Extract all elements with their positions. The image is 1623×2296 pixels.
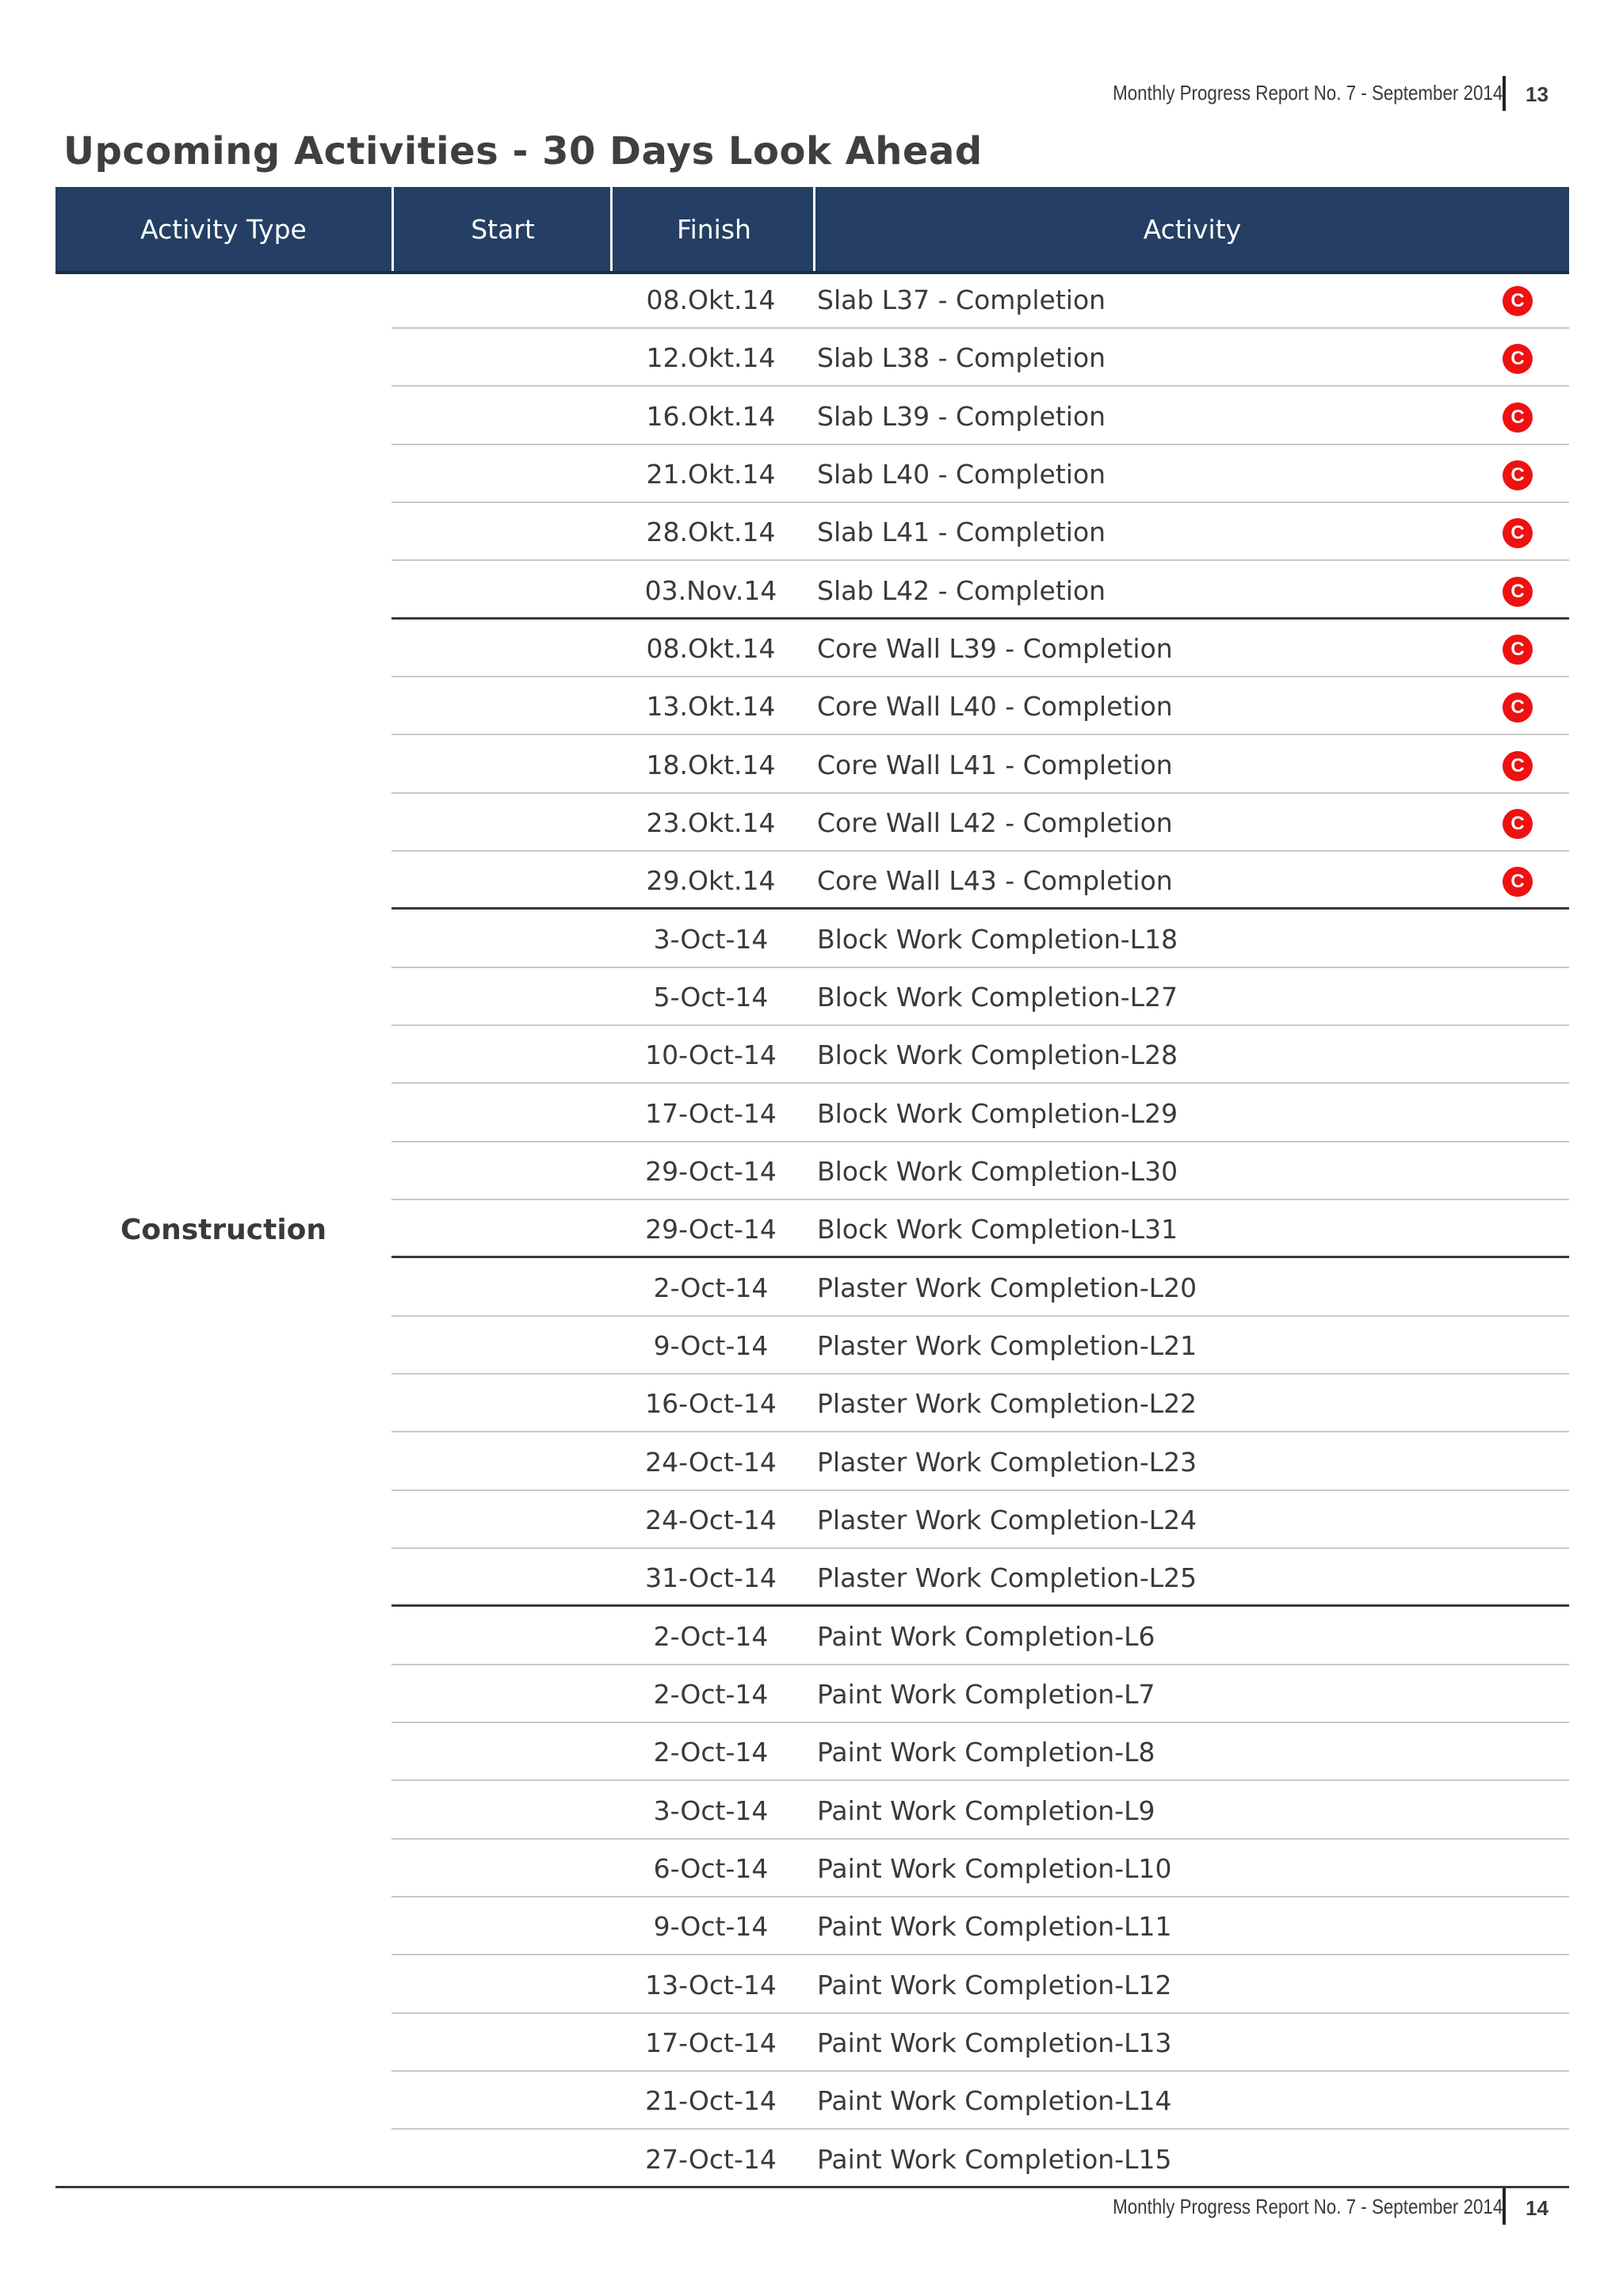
start-cell: [391, 677, 609, 735]
activity-name: Plaster Work Completion-L22: [817, 1388, 1197, 1420]
table-row: [391, 387, 1569, 445]
start-cell: [391, 968, 609, 1026]
start-cell: [391, 1259, 609, 1317]
activity-name: Slab L37 - Completion: [817, 284, 1106, 315]
table-row: [391, 1665, 1569, 1723]
critical-badge-icon: C: [1503, 635, 1533, 665]
finish-date: 2-Oct-14: [653, 1678, 769, 1710]
finish-date: 17-Oct-14: [645, 2027, 777, 2058]
start-cell: [391, 1549, 609, 1607]
activity-name: Plaster Work Completion-L23: [817, 1446, 1197, 1478]
finish-date: 10-Oct-14: [645, 1039, 777, 1071]
table-row: [391, 1259, 1569, 1317]
activity-name: Paint Work Completion-L7: [817, 1678, 1155, 1710]
critical-badge-icon: C: [1503, 286, 1533, 316]
activity-name: Paint Work Completion-L10: [817, 1852, 1172, 1884]
table-row: [391, 1608, 1569, 1665]
start-cell: [391, 1897, 609, 1955]
finish-date: 08.Okt.14: [646, 284, 776, 315]
table-row: [391, 910, 1569, 968]
activity-name: Plaster Work Completion-L20: [817, 1272, 1197, 1303]
start-cell: [391, 1026, 609, 1084]
start-cell: [391, 620, 609, 677]
table-row: [391, 1375, 1569, 1432]
start-cell: [391, 1840, 609, 1897]
table-row: [391, 1491, 1569, 1549]
finish-date: 29-Oct-14: [645, 1155, 777, 1187]
start-cell: [391, 1782, 609, 1840]
activity-name: Paint Work Completion-L13: [817, 2027, 1172, 2058]
start-cell: [391, 1665, 609, 1723]
activity-name: Plaster Work Completion-L21: [817, 1329, 1197, 1361]
table-row: [391, 1085, 1569, 1142]
critical-badge-icon: C: [1503, 751, 1533, 781]
table-row: [391, 1026, 1569, 1084]
finish-date: 29-Oct-14: [645, 1214, 777, 1245]
start-cell: [391, 445, 609, 503]
header-divider: [1503, 76, 1506, 111]
critical-badge-icon: C: [1503, 809, 1533, 839]
table-row: [391, 271, 1569, 329]
finish-date: 6-Oct-14: [653, 1852, 769, 1884]
activity-name: Slab L38 - Completion: [817, 342, 1106, 374]
table-row: [391, 445, 1569, 503]
table-row: [391, 2130, 1569, 2188]
finish-date: 21.Okt.14: [646, 458, 776, 490]
activity-name: Core Wall L40 - Completion: [817, 691, 1173, 723]
activity-name: Block Work Completion-L28: [817, 1039, 1178, 1071]
activity-name: Paint Work Completion-L8: [817, 1737, 1155, 1768]
table-row: [391, 1897, 1569, 1955]
table-row: [391, 736, 1569, 794]
finish-date: 13.Okt.14: [646, 691, 776, 723]
start-cell: [391, 271, 609, 329]
start-cell: [391, 1608, 609, 1665]
start-cell: [391, 1085, 609, 1142]
table-bottom-rule: [55, 2186, 1569, 2188]
table-row: [391, 1549, 1569, 1607]
critical-badge-icon: C: [1503, 692, 1533, 723]
start-cell: [391, 910, 609, 968]
table-row: [391, 1200, 1569, 1258]
finish-date: 3-Oct-14: [653, 1794, 769, 1826]
activity-name: Block Work Completion-L31: [817, 1214, 1178, 1245]
critical-badge-icon: C: [1503, 402, 1533, 433]
critical-badge-icon: C: [1503, 577, 1533, 607]
activity-name: Core Wall L42 - Completion: [817, 807, 1173, 838]
finish-date: 5-Oct-14: [653, 981, 769, 1013]
start-cell: [391, 562, 609, 620]
finish-date: 17-Oct-14: [645, 1097, 777, 1129]
activity-name: Paint Work Completion-L11: [817, 1911, 1172, 1943]
start-cell: [391, 794, 609, 852]
start-cell: [391, 852, 609, 910]
start-cell: [391, 2130, 609, 2188]
table-row: [391, 852, 1569, 910]
start-cell: [391, 2014, 609, 2072]
report-title: Monthly Progress Report No. 7 - September 2014: [1112, 81, 1503, 105]
finish-date: 24-Oct-14: [645, 1446, 777, 1478]
activity-name: Slab L39 - Completion: [817, 400, 1106, 432]
start-cell: [391, 1142, 609, 1200]
start-cell: [391, 1317, 609, 1375]
finish-date: 2-Oct-14: [653, 1620, 769, 1652]
critical-badge-icon: C: [1503, 344, 1533, 374]
table-row: [391, 329, 1569, 387]
activity-name: Block Work Completion-L30: [817, 1155, 1178, 1187]
finish-date: 12.Okt.14: [646, 342, 776, 374]
table-row: [391, 1723, 1569, 1781]
activity-name: Block Work Completion-L29: [817, 1097, 1178, 1129]
column-header-start: Start: [471, 213, 535, 245]
table-row: [391, 1956, 1569, 2014]
activity-name: Plaster Work Completion-L25: [817, 1562, 1197, 1594]
start-cell: [391, 1723, 609, 1781]
start-cell: [391, 2072, 609, 2130]
table-row: [391, 503, 1569, 561]
activity-name: Slab L41 - Completion: [817, 517, 1106, 548]
column-header-activity: Activity: [1143, 213, 1242, 245]
activity-name: Paint Work Completion-L14: [817, 2085, 1172, 2117]
finish-date: 2-Oct-14: [653, 1737, 769, 1768]
finish-date: 24-Oct-14: [645, 1504, 777, 1535]
table-row: [391, 1142, 1569, 1200]
table-row: [391, 562, 1569, 620]
finish-date: 21-Oct-14: [645, 2085, 777, 2117]
critical-badge-icon: C: [1503, 867, 1533, 897]
finish-date: 08.Okt.14: [646, 632, 776, 664]
table-row: [391, 620, 1569, 677]
column-header-finish: Finish: [677, 213, 751, 245]
start-cell: [391, 1956, 609, 2014]
critical-badge-icon: C: [1503, 518, 1533, 548]
page-number: 13: [1526, 82, 1549, 106]
start-cell: [391, 1375, 609, 1432]
page-number: 14: [1526, 2196, 1549, 2220]
activity-name: Core Wall L41 - Completion: [817, 749, 1173, 780]
activity-name: Paint Work Completion-L15: [817, 2143, 1172, 2175]
finish-date: 3-Oct-14: [653, 923, 769, 955]
table-row: [391, 1840, 1569, 1897]
header-divider: [1503, 2188, 1506, 2225]
start-cell: [391, 1491, 609, 1549]
table-row: [391, 2072, 1569, 2130]
finish-date: 16.Okt.14: [646, 400, 776, 432]
table-row: [391, 1317, 1569, 1375]
finish-date: 18.Okt.14: [646, 749, 776, 780]
critical-badge-icon: C: [1503, 460, 1533, 490]
finish-date: 9-Oct-14: [653, 1911, 769, 1943]
table-row: [391, 968, 1569, 1026]
table-row: [391, 677, 1569, 735]
page-title: Upcoming Activities - 30 Days Look Ahead: [63, 129, 983, 174]
activity-name: Core Wall L39 - Completion: [817, 632, 1173, 664]
finish-date: 9-Oct-14: [653, 1329, 769, 1361]
start-cell: [391, 1200, 609, 1258]
report-title: Monthly Progress Report No. 7 - September 2014: [1112, 2195, 1503, 2218]
finish-date: 13-Oct-14: [645, 1969, 777, 2000]
activity-name: Plaster Work Completion-L24: [817, 1504, 1197, 1535]
table-header: [55, 187, 1569, 274]
finish-date: 31-Oct-14: [645, 1562, 777, 1594]
activity-name: Slab L40 - Completion: [817, 458, 1106, 490]
start-cell: [391, 736, 609, 794]
activity-name: Paint Work Completion-L12: [817, 1969, 1172, 2000]
activity-type-cell: Construction: [120, 1213, 327, 1246]
start-cell: [391, 387, 609, 445]
column-header-activity-type: Activity Type: [140, 213, 307, 245]
finish-date: 23.Okt.14: [646, 807, 776, 838]
table-row: [391, 2014, 1569, 2072]
activity-name: Block Work Completion-L18: [817, 923, 1178, 955]
finish-date: 28.Okt.14: [646, 517, 776, 548]
activity-name: Paint Work Completion-L9: [817, 1794, 1155, 1826]
activity-name: Block Work Completion-L27: [817, 981, 1178, 1013]
finish-date: 16-Oct-14: [645, 1388, 777, 1420]
start-cell: [391, 503, 609, 561]
table-row: [391, 794, 1569, 852]
finish-date: 03.Nov.14: [644, 574, 777, 606]
activity-name: Core Wall L43 - Completion: [817, 865, 1173, 897]
table-row: [391, 1433, 1569, 1491]
finish-date: 29.Okt.14: [646, 865, 776, 897]
finish-date: 2-Oct-14: [653, 1272, 769, 1303]
start-cell: [391, 329, 609, 387]
start-cell: [391, 1433, 609, 1491]
table-row: [391, 1782, 1569, 1840]
activity-name: Slab L42 - Completion: [817, 574, 1106, 606]
finish-date: 27-Oct-14: [645, 2143, 777, 2175]
activity-name: Paint Work Completion-L6: [817, 1620, 1155, 1652]
